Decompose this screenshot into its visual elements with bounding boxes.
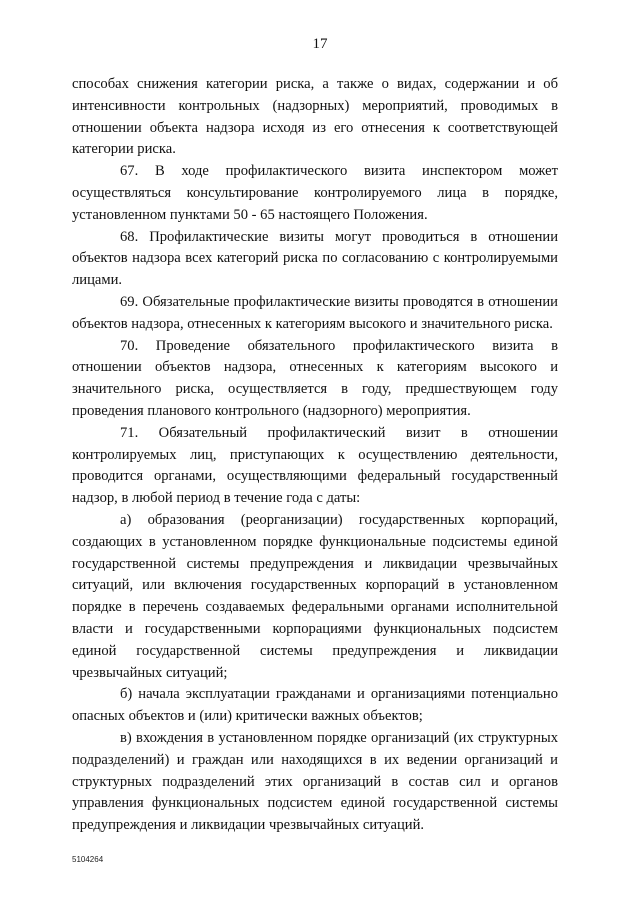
paragraph: 71. Обязательный профилактический визит в отношении контролируемых лиц, приступающих к осуществлению деятельности, проводится органами, осуществляющими федеральный государственный надзор, в любой период в течение года с даты:: [72, 424, 558, 507]
page-number: 17: [312, 36, 328, 52]
paragraph: 70. Проведение обязательного профилактического визита в отношении объектов надзора, отнесенных к категориям высокого и значительного риска, осуществляется в году, предшествующем году проведения планового контрольного (надзорного) мероприятия.: [72, 337, 558, 419]
paragraph: 67. В ходе профилактического визита инспектором может осуществляться консультирование контролируемого лица в порядке, установленном пунктами 50 - 65 настоящего Положения.: [72, 163, 558, 223]
document-body: [72, 74, 558, 837]
list-item: а) образования (реорганизации) государственных корпораций, создающих в установленном порядке функциональные подсистемы единой государственной системы предупреждения и ликвидации чрезвычайных ситуаций, или включения государственных корпораций в установленном порядке в перечень создаваемых федеральными органами исполнительной власти и государственными корпорациями функциональных подсистем единой государственной системы предупреждения и ликвидации чрезвычайных ситуаций;: [72, 511, 558, 681]
paragraph: 69. Обязательные профилактические визиты проводятся в отношении объектов надзора, отнесенных к категориям высокого и значительного риска.: [72, 293, 558, 332]
paragraph: 68. Профилактические визиты могут проводиться в отношении объектов надзора всех категорий риска по согласованию с контролируемыми лицами.: [72, 228, 558, 289]
list-item: в) вхождения в установленном порядке организаций (их структурных подразделений) и граждан или находящихся в их ведении организаций и структурных подразделений этих организаций в состав сил и органов управления функциональных подсистем единой государственной системы предупреждения и ликвидации чрезвычайных ситуаций.: [72, 729, 558, 834]
paragraph: способах снижения категории риска, а также о видах, содержании и об интенсивности контрольных (надзорных) мероприятий, проводимых в отношении объекта надзора исходя из его отнесения к соответствующей категории риска.: [72, 76, 558, 158]
document-code: 5104264: [72, 855, 104, 864]
list-item: б) начала эксплуатации гражданами и организациями потенциально опасных объектов и (или) критически важных объектов;: [72, 686, 558, 725]
